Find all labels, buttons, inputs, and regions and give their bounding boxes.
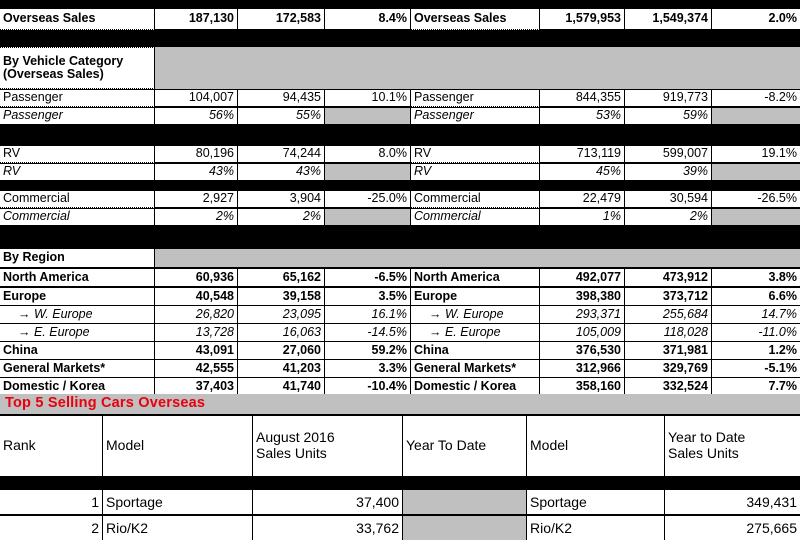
value-overseas-current-ytd: 1,579,953 [540, 8, 625, 30]
value-region-north-america-change-ytd: 3.8% [712, 268, 800, 287]
label-region-w-europe-monthly: → W. Europe [0, 305, 155, 324]
value-region-north-america-previous-ytd: 473,912 [625, 268, 712, 287]
value-region-w-europe-current-ytd: 293,371 [540, 305, 625, 324]
value-rv-previous-monthly-units: 74,244 [238, 145, 325, 163]
value-rv-change-monthly-share [325, 163, 411, 181]
value-region-w-europe-previous-monthly: 23,095 [238, 305, 325, 324]
label-overseas-sales-monthly: Overseas Sales [0, 8, 155, 30]
value-commercial-change-ytd-units: -26.5% [712, 190, 800, 208]
value-passenger-previous-ytd-units: 919,773 [625, 89, 712, 107]
value-commercial-current-ytd-units: 22,479 [540, 190, 625, 208]
value-region-w-europe-previous-ytd: 255,684 [625, 305, 712, 324]
top5-header-rank: Rank [0, 415, 103, 477]
row-rv-units [0, 145, 800, 163]
vehicle-category-fill [155, 47, 800, 89]
value-region-china-previous-monthly: 27,060 [238, 341, 325, 360]
value-passenger-change-monthly-share [325, 107, 411, 125]
top5-header-model-month: Model [103, 415, 253, 477]
label-commercial-ytd-units: Commercial [411, 190, 540, 208]
row-commercial-units [0, 190, 800, 208]
value-rv-current-ytd-units: 713,119 [540, 145, 625, 163]
top5-ytd-spacer [403, 515, 527, 540]
value-commercial-previous-ytd-share: 2% [625, 208, 712, 226]
value-region-europe-previous-monthly: 39,158 [238, 287, 325, 306]
label-passenger-ytd-share: Passenger [411, 107, 540, 125]
value-commercial-previous-monthly-units: 3,904 [238, 190, 325, 208]
label-region-north-america-monthly: North America [0, 268, 155, 287]
row-region-europe [0, 287, 800, 306]
value-region-domestic-korea-change-monthly: -10.4% [325, 377, 411, 396]
value-commercial-previous-monthly-share: 2% [238, 208, 325, 226]
value-region-europe-change-monthly: 3.5% [325, 287, 411, 306]
top5-units-month: 33,762 [253, 515, 403, 540]
label-passenger-monthly-units: Passenger [0, 89, 155, 107]
value-rv-current-monthly-units: 80,196 [155, 145, 238, 163]
value-region-e-europe-change-monthly: -14.5% [325, 323, 411, 342]
value-region-w-europe-current-monthly: 26,820 [155, 305, 238, 324]
value-passenger-change-ytd-units: -8.2% [712, 89, 800, 107]
row-overseas-sales [0, 8, 800, 30]
row-section-by-region [0, 248, 800, 268]
top5-header-units-month [253, 415, 403, 477]
value-region-china-previous-ytd: 371,981 [625, 341, 712, 360]
top5-header-units-month-line2: Sales Units [256, 445, 327, 461]
value-region-domestic-korea-current-ytd: 358,160 [540, 377, 625, 396]
value-region-china-current-monthly: 43,091 [155, 341, 238, 360]
label-rv-monthly-units: RV [0, 145, 155, 163]
label-rv-ytd-units: RV [411, 145, 540, 163]
value-region-general-markets-change-ytd: -5.1% [712, 359, 800, 378]
value-commercial-change-monthly-units: -25.0% [325, 190, 411, 208]
value-region-e-europe-change-ytd: -11.0% [712, 323, 800, 342]
value-commercial-current-monthly-units: 2,927 [155, 190, 238, 208]
value-passenger-current-ytd-units: 844,355 [540, 89, 625, 107]
label-region-europe-monthly: Europe [0, 287, 155, 306]
label-commercial-ytd-share: Commercial [411, 208, 540, 226]
value-passenger-current-monthly-share: 56% [155, 107, 238, 125]
value-region-north-america-current-monthly: 60,936 [155, 268, 238, 287]
row-section-vehicle-category [0, 47, 800, 89]
top5-header-ytd: Year To Date [403, 415, 527, 477]
value-region-domestic-korea-previous-monthly: 41,740 [238, 377, 325, 396]
top5-header-units-ytd-line2: Sales Units [668, 445, 739, 461]
value-region-e-europe-current-ytd: 105,009 [540, 323, 625, 342]
value-region-e-europe-current-monthly: 13,728 [155, 323, 238, 342]
label-region-w-europe-ytd: → W. Europe [411, 305, 540, 324]
value-commercial-previous-ytd-units: 30,594 [625, 190, 712, 208]
label-region-china-ytd: China [411, 341, 540, 360]
value-region-general-markets-previous-ytd: 329,769 [625, 359, 712, 378]
value-region-general-markets-change-monthly: 3.3% [325, 359, 411, 378]
top5-model-ytd: Sportage [527, 489, 665, 515]
value-rv-previous-ytd-share: 39% [625, 163, 712, 181]
row-passenger-share [0, 107, 800, 125]
value-rv-previous-ytd-units: 599,007 [625, 145, 712, 163]
label-by-region: By Region [0, 248, 155, 268]
top5-header-model-ytd: Model [527, 415, 665, 477]
label-region-europe-ytd: Europe [411, 287, 540, 306]
label-region-domestic-korea-ytd: Domestic / Korea [411, 377, 540, 396]
top5-units-ytd: 349,431 [665, 489, 800, 515]
label-region-general-markets-monthly: General Markets* [0, 359, 155, 378]
value-region-north-america-current-ytd: 492,077 [540, 268, 625, 287]
top5-rank: 2 [0, 515, 103, 540]
row-region-china [0, 341, 800, 360]
label-commercial-monthly-units: Commercial [0, 190, 155, 208]
value-region-north-america-previous-monthly: 65,162 [238, 268, 325, 287]
vehicle-category-line2: (Overseas Sales) [3, 67, 104, 81]
by-region-fill [155, 248, 800, 268]
label-by-vehicle-category [0, 47, 155, 89]
top5-ytd-spacer [403, 489, 527, 515]
value-region-domestic-korea-current-monthly: 37,403 [155, 377, 238, 396]
value-region-europe-current-ytd: 398,380 [540, 287, 625, 306]
value-region-e-europe-previous-monthly: 16,063 [238, 323, 325, 342]
row-commercial-share [0, 208, 800, 226]
top5-rank: 1 [0, 489, 103, 515]
value-passenger-current-ytd-share: 53% [540, 107, 625, 125]
top5-header-units-ytd [665, 415, 800, 477]
row-passenger-units [0, 89, 800, 107]
value-passenger-change-ytd-share [712, 107, 800, 125]
label-region-domestic-korea-monthly: Domestic / Korea [0, 377, 155, 396]
value-rv-current-monthly-share: 43% [155, 163, 238, 181]
value-overseas-previous-ytd: 1,549,374 [625, 8, 712, 30]
value-region-w-europe-change-ytd: 14.7% [712, 305, 800, 324]
value-region-europe-current-monthly: 40,548 [155, 287, 238, 306]
row-region-general-markets [0, 359, 800, 378]
value-region-china-change-ytd: 1.2% [712, 341, 800, 360]
label-rv-ytd-share: RV [411, 163, 540, 181]
row-region-north-america [0, 268, 800, 287]
value-passenger-current-monthly-units: 104,007 [155, 89, 238, 107]
value-commercial-change-ytd-share [712, 208, 800, 226]
value-rv-change-ytd-units: 19.1% [712, 145, 800, 163]
value-region-general-markets-current-monthly: 42,555 [155, 359, 238, 378]
label-region-china-monthly: China [0, 341, 155, 360]
value-rv-previous-monthly-share: 43% [238, 163, 325, 181]
value-overseas-change-ytd: 2.0% [712, 8, 800, 30]
value-region-e-europe-previous-ytd: 118,028 [625, 323, 712, 342]
label-region-e-europe-monthly: → E. Europe [0, 323, 155, 342]
value-passenger-previous-monthly-units: 94,435 [238, 89, 325, 107]
value-passenger-previous-monthly-share: 55% [238, 107, 325, 125]
value-overseas-current-monthly: 187,130 [155, 8, 238, 30]
value-region-europe-previous-ytd: 373,712 [625, 287, 712, 306]
row-top5-header [0, 415, 800, 477]
value-rv-change-ytd-share [712, 163, 800, 181]
value-commercial-current-ytd-share: 1% [540, 208, 625, 226]
value-rv-current-ytd-share: 45% [540, 163, 625, 181]
value-overseas-previous-monthly: 172,583 [238, 8, 325, 30]
label-region-e-europe-ytd: → E. Europe [411, 323, 540, 342]
value-commercial-change-monthly-share [325, 208, 411, 226]
label-passenger-monthly-share: Passenger [0, 107, 155, 125]
value-region-north-america-change-monthly: -6.5% [325, 268, 411, 287]
top5-table-row [0, 489, 800, 515]
top5-model-month: Rio/K2 [103, 515, 253, 540]
value-region-general-markets-previous-monthly: 41,203 [238, 359, 325, 378]
top5-units-ytd: 275,665 [665, 515, 800, 540]
value-overseas-change-monthly: 8.4% [325, 8, 411, 30]
top5-table-row [0, 515, 800, 540]
row-top5-title [0, 394, 800, 414]
row-region-e-europe [0, 323, 800, 342]
row-region-w-europe [0, 305, 800, 324]
label-passenger-ytd-units: Passenger [411, 89, 540, 107]
value-rv-change-monthly-units: 8.0% [325, 145, 411, 163]
top5-units-month: 37,400 [253, 489, 403, 515]
value-commercial-current-monthly-share: 2% [155, 208, 238, 226]
value-region-general-markets-current-ytd: 312,966 [540, 359, 625, 378]
top5-model-month: Sportage [103, 489, 253, 515]
label-region-north-america-ytd: North America [411, 268, 540, 287]
value-region-domestic-korea-previous-ytd: 332,524 [625, 377, 712, 396]
label-commercial-monthly-share: Commercial [0, 208, 155, 226]
value-region-domestic-korea-change-ytd: 7.7% [712, 377, 800, 396]
value-region-w-europe-change-monthly: 16.1% [325, 305, 411, 324]
top5-model-ytd: Rio/K2 [527, 515, 665, 540]
label-rv-monthly-share: RV [0, 163, 155, 181]
top5-title: Top 5 Selling Cars Overseas [0, 394, 800, 414]
top5-header-units-month-line1: August 2016 [256, 429, 335, 446]
value-passenger-change-monthly-units: 10.1% [325, 89, 411, 107]
value-region-china-current-ytd: 376,530 [540, 341, 625, 360]
value-region-china-change-monthly: 59.2% [325, 341, 411, 360]
row-rv-share [0, 163, 800, 181]
top5-header-units-ytd-line1: Year to Date [668, 429, 746, 446]
vehicle-category-line1: By Vehicle Category [3, 53, 124, 68]
value-region-europe-change-ytd: 6.6% [712, 287, 800, 306]
label-overseas-sales-ytd: Overseas Sales [411, 8, 540, 30]
label-region-general-markets-ytd: General Markets* [411, 359, 540, 378]
value-passenger-previous-ytd-share: 59% [625, 107, 712, 125]
